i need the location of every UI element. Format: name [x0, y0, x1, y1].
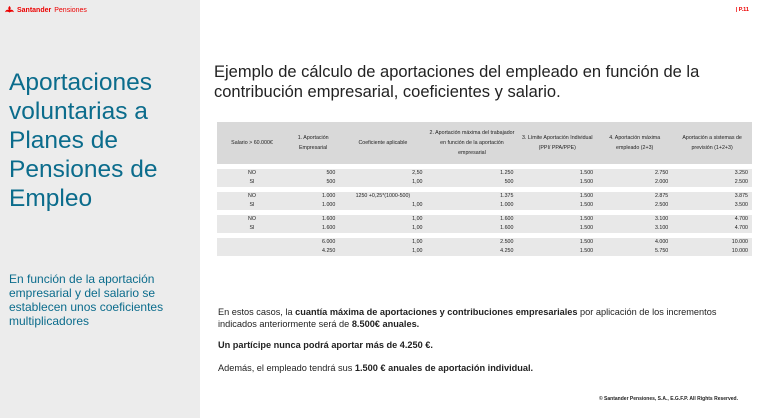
cell-aportacion-empleado: 2.750: [597, 169, 672, 178]
cell-sistemas-prevision: 3.875: [672, 192, 752, 201]
cell-salario: SI: [217, 224, 287, 233]
cell-coeficiente: 1250 +0,25*(1000-500): [339, 192, 426, 201]
note-text: por aplicación de los incrementos indicados anteriormente será de: [218, 307, 717, 329]
cell-aportacion-maxima: 500: [426, 178, 517, 187]
col-header-coeficiente: Coeficiente aplicable: [339, 122, 426, 164]
cell-sistemas-prevision: 10.000: [672, 238, 752, 247]
col-header-sistemas-prevision: Aportación a sistemas de previsión (1+2+3): [672, 122, 752, 164]
cell-aportacion-empleado: 2.000: [597, 178, 672, 187]
cell-aportacion-empresarial: 1.000: [287, 201, 339, 210]
cell-aportacion-empresarial: 500: [287, 169, 339, 178]
cell-aportacion-maxima: 2.500: [426, 238, 517, 247]
cell-aportacion-empresarial: 4.250: [287, 247, 339, 256]
cell-limite-individual: 1.500: [517, 224, 597, 233]
col-header-aportacion-empleado: 4. Aportación máxima empleado (2+3): [597, 122, 672, 164]
table-row: [217, 192, 752, 201]
note-individual-contribution: [218, 362, 753, 374]
table-row: [217, 247, 752, 256]
left-panel: [0, 0, 200, 418]
cell-salario: [217, 247, 287, 256]
cell-coeficiente: 1,00: [339, 178, 426, 187]
brand-name: Santander: [17, 6, 52, 14]
contribution-table: [217, 122, 752, 256]
cell-aportacion-empresarial: 500: [287, 178, 339, 187]
page-title: Ejemplo de cálculo de aportaciones del empleado en función de la contribución empresarial, coeficientes y salario.: [214, 63, 700, 101]
cell-salario: SI: [217, 178, 287, 187]
cell-aportacion-maxima: 1.375: [426, 192, 517, 201]
cell-coeficiente: 2,50: [339, 169, 426, 178]
cell-aportacion-empresarial: 1.600: [287, 224, 339, 233]
cell-sistemas-prevision: 10.000: [672, 247, 752, 256]
page-number: | P.11: [735, 7, 749, 13]
cell-aportacion-empleado: 4.000: [597, 238, 672, 247]
cell-aportacion-empleado: 3.100: [597, 215, 672, 224]
col-header-aportacion-empresarial: 1. Aportación Empresarial: [287, 122, 339, 164]
cell-salario: SI: [217, 201, 287, 210]
cell-aportacion-maxima: 1.600: [426, 215, 517, 224]
cell-aportacion-empresarial: 1.600: [287, 215, 339, 224]
brand-suffix: Pensiones: [54, 6, 87, 14]
cell-salario: NO: [217, 192, 287, 201]
cell-coeficiente: 1,00: [339, 247, 426, 256]
cell-coeficiente: 1,00: [339, 224, 426, 233]
notes: [218, 306, 753, 374]
note-emphasis: cuantía máxima de aportaciones y contribuciones empresariales: [295, 307, 578, 317]
copyright-footer: © Santander Pensiones, S.A., E.G.F.P. All Rights Reserved.: [598, 396, 738, 402]
table-row: [217, 215, 752, 224]
cell-coeficiente: 1,00: [339, 238, 426, 247]
cell-coeficiente: 1,00: [339, 201, 426, 210]
cell-sistemas-prevision: 4.700: [672, 224, 752, 233]
cell-limite-individual: 1.500: [517, 201, 597, 210]
cell-aportacion-maxima: 4.250: [426, 247, 517, 256]
brand-logo: [5, 6, 87, 14]
cell-limite-individual: 1.500: [517, 169, 597, 178]
table-row: [217, 224, 752, 233]
cell-limite-individual: 1.500: [517, 238, 597, 247]
cell-sistemas-prevision: 3.500: [672, 201, 752, 210]
cell-coeficiente: 1,00: [339, 215, 426, 224]
table-row: [217, 238, 752, 247]
cell-aportacion-maxima: 1.600: [426, 224, 517, 233]
section-title: Aportaciones voluntarias a Planes de Pensiones de Empleo: [9, 69, 158, 212]
cell-sistemas-prevision: 2.500: [672, 178, 752, 187]
cell-salario: NO: [217, 169, 287, 178]
cell-limite-individual: 1.500: [517, 178, 597, 187]
col-header-limite-individual: 3. Límite Aportación Individual (PPI/ PPA/PPE): [517, 122, 597, 164]
note-text: En estos casos, la: [218, 307, 296, 317]
cell-limite-individual: 1.500: [517, 192, 597, 201]
table-row: [217, 178, 752, 187]
table-row: [217, 201, 752, 210]
section-subtitle: En función de la aportación empresarial y del salario se establecen unos coeficientes multiplicadores: [9, 272, 164, 328]
col-header-aportacion-maxima: 2. Aportación máxima del trabajador en función de la aportación empresarial: [426, 122, 517, 164]
table-row: [217, 169, 752, 178]
note-emphasis: 1.500 € anuales de aportación individual.: [354, 363, 534, 373]
cell-sistemas-prevision: 3.250: [672, 169, 752, 178]
cell-aportacion-empleado: 2.500: [597, 201, 672, 210]
cell-aportacion-empleado: 5.750: [597, 247, 672, 256]
cell-aportacion-maxima: 1.250: [426, 169, 517, 178]
cell-aportacion-maxima: 1.000: [426, 201, 517, 210]
cell-salario: [217, 238, 287, 247]
cell-sistemas-prevision: 4.700: [672, 215, 752, 224]
note-emphasis: 8.500€ anuales.: [351, 319, 420, 329]
table-header-row: [217, 122, 752, 164]
cell-aportacion-empresarial: 6.000: [287, 238, 339, 247]
cell-aportacion-empresarial: 1.000: [287, 192, 339, 201]
note-text: Además, el empleado tendrá sus: [218, 363, 355, 373]
santander-flame-icon: [5, 6, 14, 14]
col-header-salario: Salario > 60.000€: [217, 122, 287, 164]
cell-limite-individual: 1.500: [517, 215, 597, 224]
cell-limite-individual: 1.500: [517, 247, 597, 256]
note-participant-limit: [218, 339, 753, 351]
cell-aportacion-empleado: 3.100: [597, 224, 672, 233]
cell-aportacion-empleado: 2.875: [597, 192, 672, 201]
note-max-contributions: [218, 306, 753, 330]
note-emphasis: Un partícipe nunca podrá aportar más de 4.250 €.: [218, 340, 433, 350]
cell-salario: NO: [217, 215, 287, 224]
